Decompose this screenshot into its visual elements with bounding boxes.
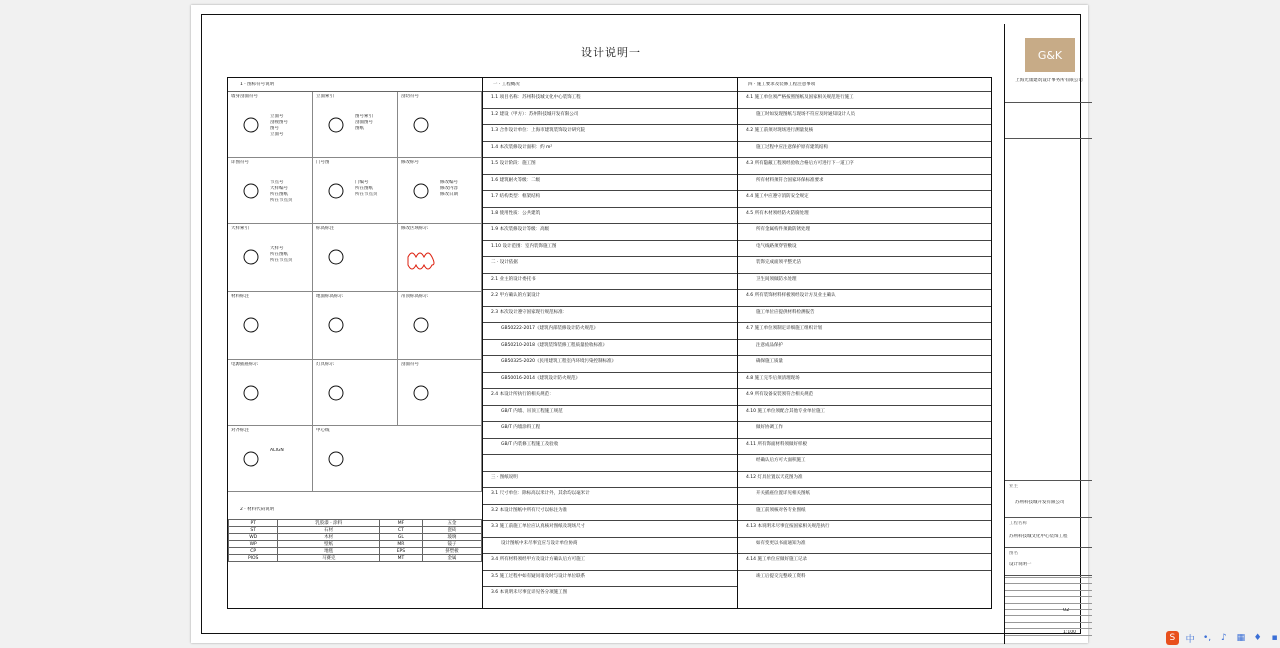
general-notes-heading: 一 · 工程概况 — [493, 82, 520, 87]
note-row: GB/T 内墙、吊顶工程施工规范 — [483, 405, 737, 420]
symbol-glyph-icon — [406, 110, 436, 140]
notes-grid — [227, 77, 992, 609]
symbol-glyph-icon — [236, 378, 266, 408]
note-row: 3.4 所有材料须经甲方及设计方确认后方可施工 — [483, 553, 737, 568]
symbol-cell — [228, 360, 313, 426]
table-cell: CT — [379, 527, 422, 534]
symbol-glyph-icon — [321, 378, 351, 408]
symbol-cell — [398, 158, 482, 224]
company-name: 上海光康建筑设计事务所有限公司 — [1015, 78, 1083, 83]
note-row: 3.6 本说明未尽事宜详见各分项施工图 — [483, 586, 737, 601]
table-cell: 壁纸 — [278, 541, 380, 548]
note-row: 三 · 图纸说明 — [483, 471, 737, 486]
symbol-note: 图号 — [270, 126, 279, 131]
symbol-cell — [228, 92, 313, 158]
material-code-heading: 2 · 材料代码说明 — [240, 507, 275, 512]
note-row: GB50210-2018《建筑装饰装修工程质量验收标准》 — [483, 339, 737, 354]
symbol-cell — [313, 158, 398, 224]
symbol-glyph-icon — [236, 242, 266, 272]
table-row — [229, 541, 482, 548]
table-cell: MF — [379, 520, 422, 527]
symbol-legend-column — [228, 78, 482, 608]
symbol-cell — [313, 224, 398, 292]
symbol-note: 修改日期 — [440, 192, 458, 197]
symbol-label: 详图符号 — [231, 160, 249, 165]
construction-notes-column — [738, 78, 991, 608]
title-block-row — [1005, 603, 1092, 604]
symbol-glyph-icon — [236, 310, 266, 340]
title-block-row — [1005, 635, 1092, 636]
symbol-note: 立面号 — [270, 114, 284, 119]
symbol-note: 剖面图号 — [355, 120, 373, 125]
construction-notes-heading: 四 · 施工要求及装修工程注意事项 — [748, 82, 816, 87]
title-block-row — [1005, 609, 1092, 610]
table-cell: PIOS — [229, 555, 278, 562]
symbol-note: 图纸 — [355, 126, 364, 131]
company-logo: G&K — [1025, 38, 1075, 72]
note-row: 开关插座位置详见相关图纸 — [738, 487, 991, 502]
title-block-row — [1005, 596, 1092, 597]
note-row: 卫生间须做防水处理 — [738, 273, 991, 288]
table-cell: 五金 — [422, 520, 481, 527]
drawing-label: 图名 — [1009, 551, 1018, 556]
symbol-note: 门编号 — [355, 180, 369, 185]
note-row: 所有材料须符合国家环保标准要求 — [738, 174, 991, 189]
symbol-cell — [313, 426, 482, 492]
note-row: 4.7 施工单位须制定详细施工组织计划 — [738, 322, 991, 337]
symbol-cell — [228, 224, 313, 292]
note-row: 1.8 使用性质：公共建筑 — [483, 207, 737, 222]
symbol-glyph-icon — [406, 378, 436, 408]
table-cell: 挤塑板 — [422, 548, 481, 555]
table-row — [229, 548, 482, 555]
note-row: 3.1 尺寸单位：除标高以米计外，其余均以毫米计 — [483, 487, 737, 502]
symbol-label: 剖面符号 — [401, 362, 419, 367]
symbol-cell — [398, 92, 482, 158]
sheet-border — [201, 14, 1081, 634]
symbol-cell — [398, 292, 482, 360]
drawing-scale: 1:100 — [1063, 630, 1076, 635]
note-row: 施工时如发现图纸与现场不符应及时通知设计人员 — [738, 108, 991, 123]
page-number: 02 — [1063, 608, 1070, 613]
symbol-label: 灯具标示 — [316, 362, 334, 367]
symbol-label: 剖切符号 — [401, 94, 419, 99]
language-icon[interactable]: 中 — [1185, 634, 1195, 645]
note-row: 1.2 建设（甲方）：苏州科技城开发有限公司 — [483, 108, 737, 123]
punctuation-icon[interactable]: •, — [1202, 633, 1212, 643]
table-cell: CP — [229, 548, 278, 555]
table-row — [229, 520, 482, 527]
general-notes-column — [483, 78, 737, 608]
symbol-label: 吊顶标高标示 — [401, 294, 428, 299]
note-row: 施工单位应提供材料检测报告 — [738, 306, 991, 321]
note-row: 所有金属构件须做防锈处理 — [738, 223, 991, 238]
input-method-icon[interactable]: S — [1166, 631, 1179, 645]
note-row: GB50325-2020《民用建筑工程室内环境污染控制标准》 — [483, 355, 737, 370]
symbol-label: 电源插座标示 — [231, 362, 258, 367]
symbol-cell — [313, 292, 398, 360]
symbol-note: 所在图纸 — [355, 186, 373, 191]
clothes-icon[interactable]: ♦ — [1253, 633, 1262, 643]
note-row: 2.3 本次设计遵守国家现行规范标准： — [483, 306, 737, 321]
material-code-table — [228, 519, 482, 562]
note-row: 注意成品保护 — [738, 339, 991, 354]
symbol-note: 所在图纸 — [270, 192, 288, 197]
note-row: GB50222-2017《建筑内部装修设计防火规范》 — [483, 322, 737, 337]
grid-icon[interactable]: ▪ — [1271, 633, 1278, 643]
symbol-note: 所在节点页 — [270, 258, 293, 263]
keyboard-icon[interactable]: ▦ — [1236, 633, 1246, 643]
table-row — [229, 527, 482, 534]
symbol-cell — [228, 292, 313, 360]
note-row: 4.1 施工单位须严格按照图纸及国家相关规范进行施工 — [738, 91, 991, 106]
note-row: GB/T 内装修工程施工及验收 — [483, 438, 737, 453]
table-cell: 瓷砖 — [422, 527, 481, 534]
symbol-cell — [313, 92, 398, 158]
page-title: 设计说明一 — [581, 46, 641, 59]
note-row: 设计图纸中未尽事宜应与设计单位协商 — [483, 537, 737, 552]
client-label: 业主 — [1009, 484, 1018, 489]
symbol-note: 修改编号 — [440, 180, 458, 185]
title-block-row — [1005, 615, 1092, 616]
note-row: 4.4 施工中应遵守消防安全规定 — [738, 190, 991, 205]
drawing-sheet — [191, 5, 1088, 643]
note-row: 4.10 施工单位须配合其他专业单位施工 — [738, 405, 991, 420]
project-label: 工程名称 — [1009, 521, 1027, 526]
symbol-note: 立面号 — [270, 132, 284, 137]
note-row: 4.8 施工完毕后须清理现场 — [738, 372, 991, 387]
symbol-label: 材料标注 — [231, 294, 249, 299]
symbol-glyph-icon — [321, 444, 351, 474]
symbol-cell — [398, 360, 482, 426]
symbol-glyph-icon — [406, 242, 436, 272]
symbol-label: 修改区域标示 — [401, 226, 428, 231]
table-cell: GL — [379, 534, 422, 541]
note-row: 竣工后提交完整竣工资料 — [738, 570, 991, 585]
note-row: 1.1 项目名称：苏州科技城文化中心装饰工程 — [483, 91, 737, 106]
note-row: GB50016-2014《建筑设计防火规范》 — [483, 372, 737, 387]
title-block-row — [1005, 622, 1092, 623]
symbol-legend-heading: 1 · 图标符号说明 — [240, 82, 275, 87]
symbol-glyph-icon — [236, 176, 266, 206]
symbol-glyph-icon — [321, 242, 351, 272]
note-row: 1.3 合作设计单位：上海市建筑装饰设计研究院 — [483, 124, 737, 139]
note-row: 4.11 所有饰面材料须做好样板 — [738, 438, 991, 453]
symbol-glyph-icon — [236, 444, 266, 474]
symbol-label: 墙身剖面符号 — [231, 94, 258, 99]
note-row: 二 · 设计依据 — [483, 256, 737, 271]
symbol-glyph-icon — [236, 110, 266, 140]
symbol-glyph-icon — [321, 110, 351, 140]
note-row: 2.2 甲方确认的方案设计 — [483, 289, 737, 304]
symbol-note: 图号索引 — [355, 114, 373, 119]
table-cell: 木材 — [278, 534, 380, 541]
note-row: 4.12 灯具位置以天花图为准 — [738, 471, 991, 486]
note-row: 施工过程中应注意保护原有建筑结构 — [738, 141, 991, 156]
symbol-note: 所在节点页 — [355, 192, 378, 197]
note-row: 1.9 本次装修设计等级：高级 — [483, 223, 737, 238]
note-row: 装饰完成面须平整光洁 — [738, 256, 991, 271]
symbol-note: 剖视图号 — [270, 120, 288, 125]
note-row: 4.13 本说明未尽事宜按国家相关规范执行 — [738, 520, 991, 535]
symbol-label: 门号图 — [316, 160, 330, 165]
note-row: 做好协调工作 — [738, 421, 991, 436]
note-row: 3.2 本设计图纸中所有尺寸以标注为准 — [483, 504, 737, 519]
symbol-glyph-icon — [321, 176, 351, 206]
drawing-name: 设计说明一 — [1009, 562, 1032, 567]
table-cell: 金属 — [422, 555, 481, 562]
note-row: 1.6 建筑耐火等级：二级 — [483, 174, 737, 189]
table-cell: 镜子 — [422, 541, 481, 548]
symbol-note: 节点号 — [270, 180, 284, 185]
note-row: 确保施工质量 — [738, 355, 991, 370]
symbol-note: 大样编号 — [270, 186, 288, 191]
symbol-label: 对齐标注 — [231, 428, 249, 433]
table-cell: WD — [229, 534, 278, 541]
note-row: 4.2 施工前须对现场进行测量复核 — [738, 124, 991, 139]
table-cell: WP — [229, 541, 278, 548]
title-block-row — [1005, 590, 1092, 591]
symbol-glyph-icon — [406, 310, 436, 340]
symbol-cell — [313, 360, 398, 426]
table-cell: 马赛克 — [278, 555, 380, 562]
note-row: 1.10 设计范围：室内装饰施工图 — [483, 240, 737, 255]
note-row: 3.3 施工前施工单位应认真核对图纸及现场尺寸 — [483, 520, 737, 535]
table-cell: ST — [229, 527, 278, 534]
table-cell: MT — [379, 555, 422, 562]
table-row — [229, 555, 482, 562]
note-row: 3.5 施工过程中如有疑问请及时与设计单位联系 — [483, 570, 737, 585]
symbol-note: 大样号 — [270, 246, 284, 251]
symbol-label: 修改标号 — [401, 160, 419, 165]
table-cell: 地毯 — [278, 548, 380, 555]
symbol-note: 所在图纸 — [270, 252, 288, 257]
symbol-glyph-icon — [321, 310, 351, 340]
table-cell: MR — [379, 541, 422, 548]
client-name: 苏州科技城开发有限公司 — [1015, 500, 1065, 505]
note-row: 2.4 本设计所执行的相关规范： — [483, 388, 737, 403]
title-block — [1004, 24, 1092, 644]
microphone-icon[interactable]: ♪ — [1221, 633, 1227, 643]
note-row: 4.6 所有装饰材料样板须经设计方及业主确认 — [738, 289, 991, 304]
table-cell: EPS — [379, 548, 422, 555]
symbol-label: 标高标注 — [316, 226, 334, 231]
symbol-cell — [228, 158, 313, 224]
note-row — [483, 454, 737, 469]
title-block-row — [1005, 577, 1092, 578]
symbol-label: 立面索引 — [316, 94, 334, 99]
table-cell: 乳胶漆 · 涂料 — [278, 520, 380, 527]
system-tray — [1166, 628, 1280, 648]
note-row: GB/T 内墙涂料工程 — [483, 421, 737, 436]
symbol-glyph-icon — [406, 176, 436, 206]
note-row: 4.5 所有木材须经防火防腐处理 — [738, 207, 991, 222]
note-row: 4.14 施工单位应做好施工记录 — [738, 553, 991, 568]
symbol-cell — [398, 224, 482, 292]
symbol-label: 中心线 — [316, 428, 330, 433]
table-cell: PT — [229, 520, 278, 527]
table-row — [229, 534, 482, 541]
table-cell: 玻璃 — [422, 534, 481, 541]
note-row: 1.7 结构类型：框架结构 — [483, 190, 737, 205]
title-block-row — [1005, 583, 1092, 584]
note-row: 电气线路须穿管敷设 — [738, 240, 991, 255]
symbol-note: 所在节点页 — [270, 198, 293, 203]
note-row: 2.1 业主的设计委托书 — [483, 273, 737, 288]
note-row: 如有变更以书面通知为准 — [738, 537, 991, 552]
symbol-note: ALIGN — [270, 448, 284, 453]
note-row: 4.3 所有隐蔽工程须经验收合格后方可进行下一道工序 — [738, 157, 991, 172]
note-row: 1.5 设计阶段：施工图 — [483, 157, 737, 172]
note-row: 1.4 本次装修设计面积：约 m² — [483, 141, 737, 156]
table-cell: 石材 — [278, 527, 380, 534]
note-row: 施工前须核对各专业图纸 — [738, 504, 991, 519]
note-row: 经确认后方可大面积施工 — [738, 454, 991, 469]
symbol-cell — [228, 426, 313, 492]
symbol-label: 大样索引 — [231, 226, 249, 231]
symbol-label: 地面标高标示 — [316, 294, 343, 299]
project-name: 苏州科技城文化中心装饰工程 — [1009, 534, 1068, 539]
symbol-note: 修改内容 — [440, 186, 458, 191]
title-block-row — [1005, 628, 1092, 629]
note-row: 4.9 所有设备安装须符合相关规范 — [738, 388, 991, 403]
